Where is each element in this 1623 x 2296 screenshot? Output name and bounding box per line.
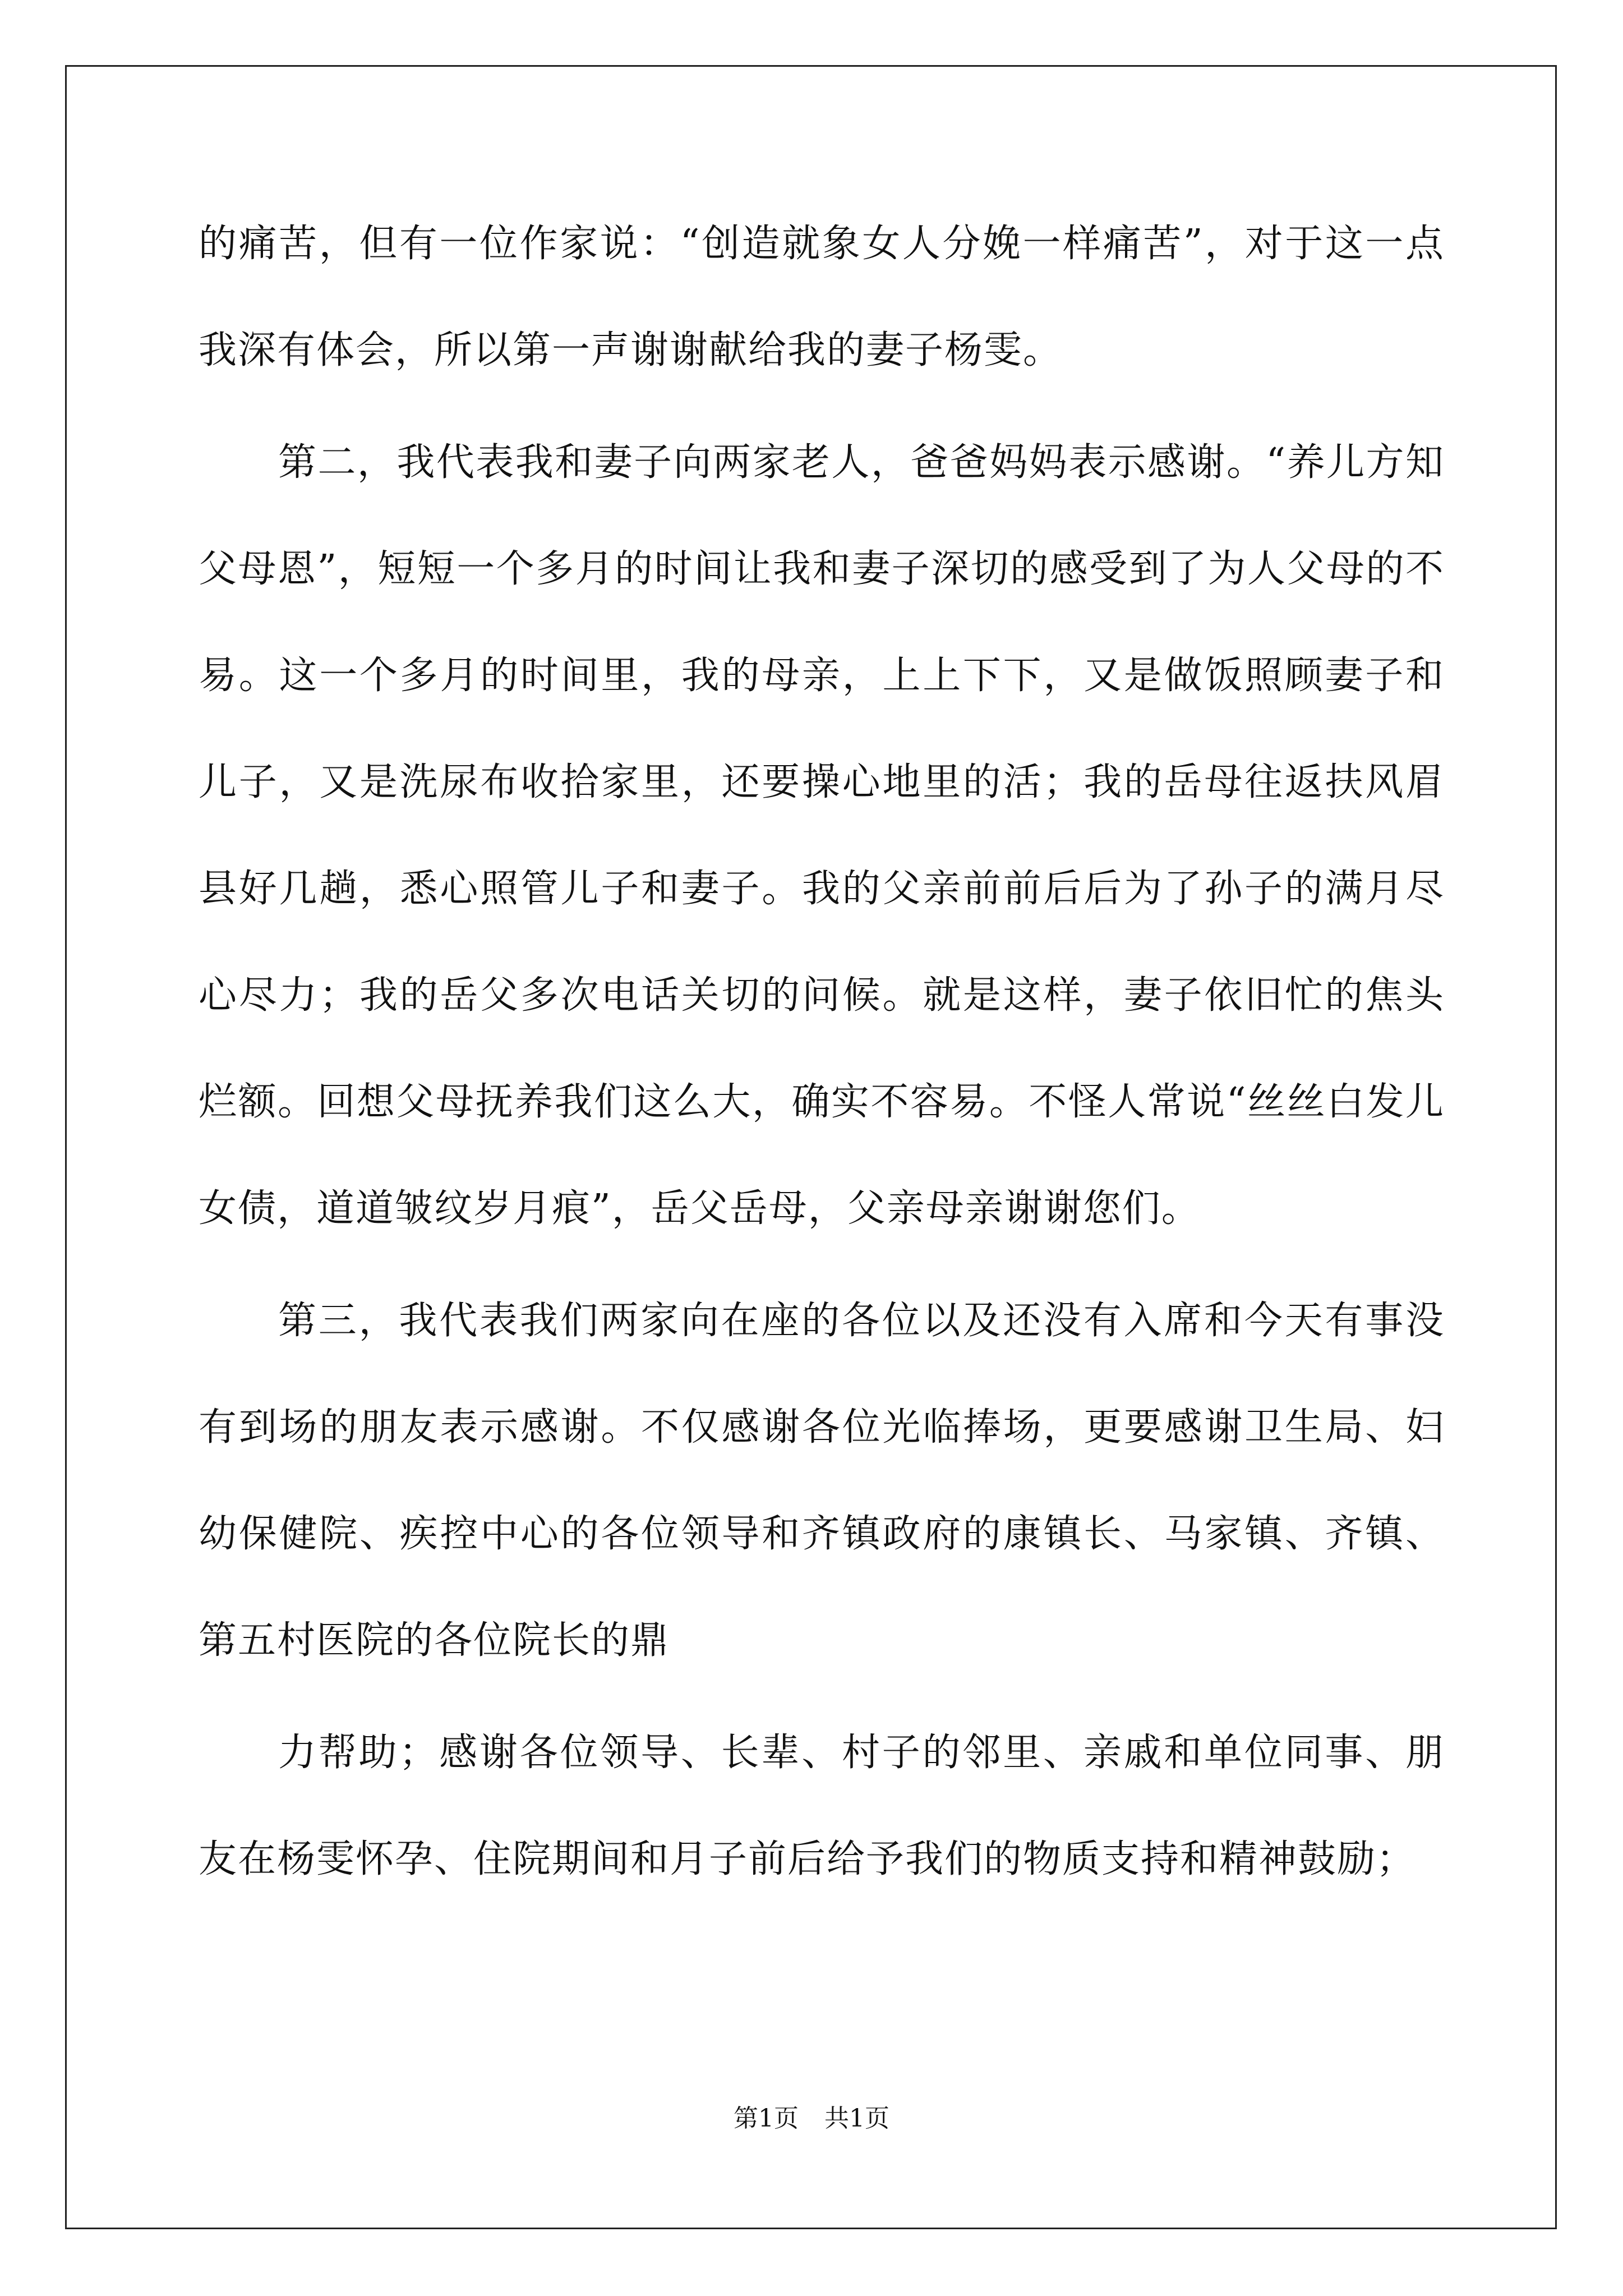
total-page-count: 共1页 xyxy=(824,2104,889,2133)
page-footer xyxy=(0,2098,1623,2134)
paragraph-3: 第三，我代表我们两家向在座的各位以及还没有入席和今天有事没有到场的朋友表示感谢。不仅感谢各位光临捧场，更要感谢卫生局、妇幼保健院、疾控中心的各位领导和齐镇政府的康镇长、马家镇、齐镇、第五村医院的各位院长的鼎 xyxy=(199,1299,1445,1663)
paragraph-4: 力帮助；感谢各位领导、长辈、村子的邻里、亲戚和单位同事、朋友在杨雯怀孕、住院期间和月子前后给予我们的物质支持和精神鼓励； xyxy=(199,1731,1445,1881)
paragraph-2: 第二，我代表我和妻子向两家老人，爸爸妈妈表示感谢。“养儿方知父母恩”，短短一个多月的时间让我和妻子深切的感受到了为人父母的不易。这一个多月的时间里，我的母亲，上上下下，又是做饭照顾妻子和儿子，又是洗尿布收拾家里，还要操心地里的活；我的岳母往返扶风眉县好几趟，悉心照管儿子和妻子。我的父亲前前后后为了孙子的满月尽心尽力；我的岳父多次电话关切的问候。就是这样，妻子依旧忙的焦头烂额。回想父母抚养我们这么大，确实不容易。不怪人常说“丝丝白发儿女债，道道皱纹岁月痕”，岳父岳母，父亲母亲谢谢您们。 xyxy=(199,440,1445,1231)
paragraph-1: 的痛苦，但有一位作家说：“创造就象女人分娩一样痛苦”，对于这一点我深有体会，所以第一声谢谢献给我的妻子杨雯。 xyxy=(199,222,1445,372)
current-page-number: 第1页 xyxy=(734,2104,799,2133)
document-body xyxy=(199,191,1445,1913)
